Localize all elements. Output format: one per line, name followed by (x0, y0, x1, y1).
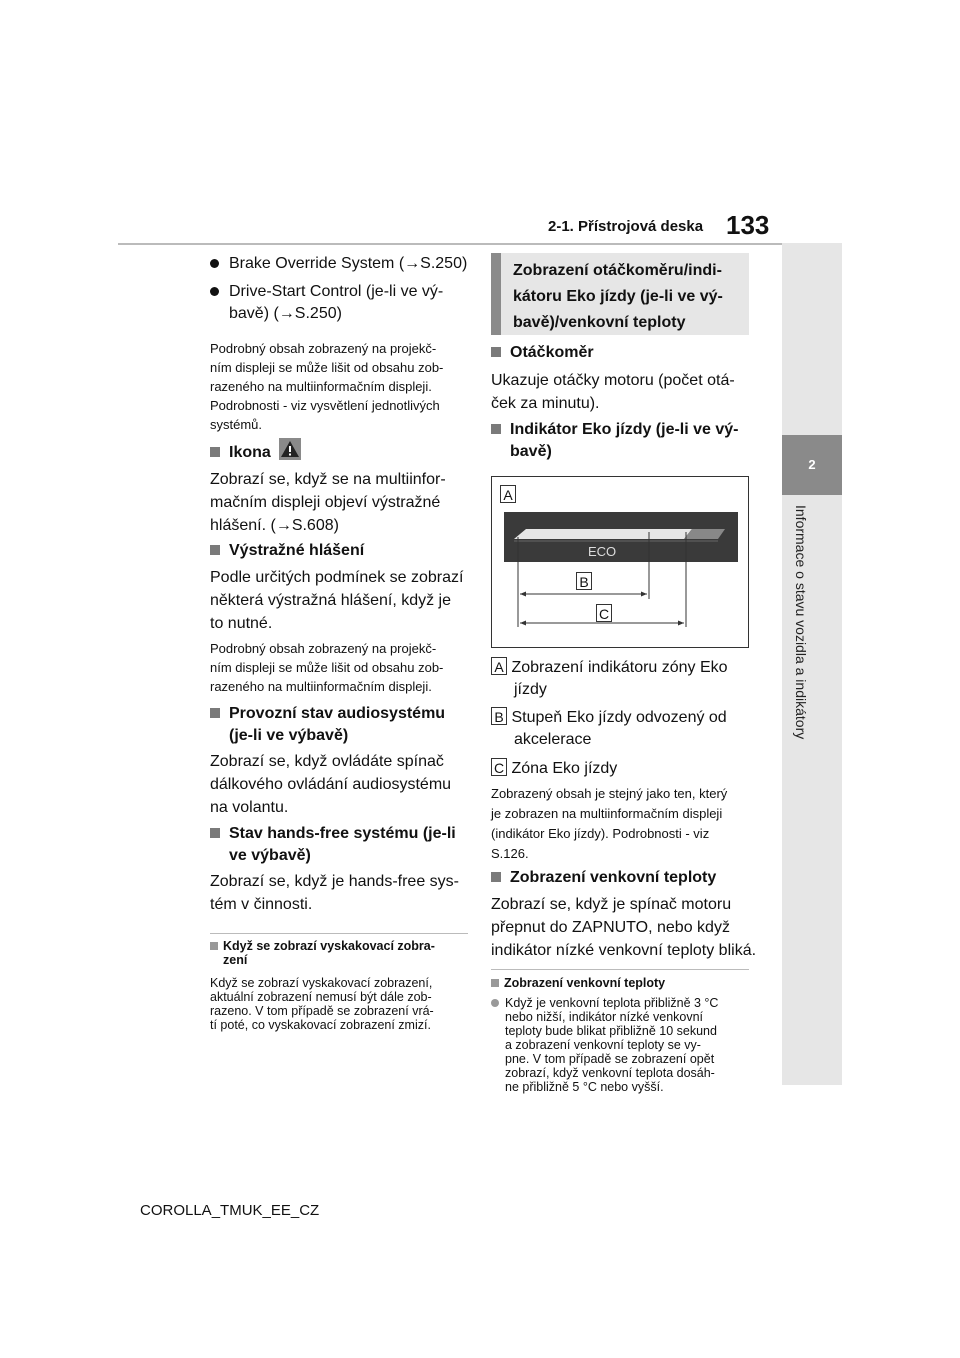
outside-temperature-text: Zobrazí se, když je spínač motoru přepnut do ZAPNUTO, nebo když indikátor nízké venkovní teploty bliká. (491, 896, 757, 959)
audio-text: Zobrazí se, když ovládáte spínač dálkového ovládání audiosystému na volantu. (210, 753, 452, 816)
side-tab-bottom (782, 495, 842, 1085)
square-bullet-icon (210, 545, 220, 555)
divider (491, 969, 749, 970)
heading-ikona: Ikona (210, 438, 301, 468)
bullet-brake-override: Brake Override System (→S.250) (210, 253, 467, 275)
heading-warning-message: Výstražné hlášení (210, 540, 364, 562)
square-bullet-icon (491, 347, 501, 357)
heading-audio: Provozní stav audiosystému (je-li ve výbavě) (210, 703, 445, 747)
hands-free-text: Zobrazí se, když je hands-free sys- tém v činnosti. (210, 873, 459, 913)
bullet-drive-start: Drive-Start Control (je-li ve vý- bavě) (→S.250) (210, 281, 443, 325)
bullet-icon (210, 287, 219, 296)
note-projection-1: Podrobný obsah zobrazený na projekč- ním displeji se může lišit od obsahu zob- razeného na multiinformačním displeji. Podrobnosti - viz vysvětlení jednotlivých systémů. (210, 341, 444, 432)
divider (210, 933, 468, 934)
heading-temp-note: Zobrazení venkovní teploty (491, 976, 665, 990)
heading-hands-free: Stav hands-free systému (je-li ve výbavě) (210, 823, 456, 867)
callout-b: B (576, 572, 592, 590)
side-tab-top (782, 243, 842, 435)
legend-item-c: C Zóna Eko jízdy (491, 758, 617, 780)
heading-eco-indicator: Indikátor Eko jízdy (je-li ve vý- bavě) (491, 419, 739, 463)
page-number: 133 (726, 210, 770, 240)
tachometer-text: Ukazuje otáčky motoru (počet otá- ček za minutu). (491, 372, 735, 412)
callout-c: C (596, 604, 612, 622)
legend-key-a: A (491, 657, 507, 675)
eco-note: Zobrazený obsah je stejný jako ten, který je zobrazen na multiinformačním displeji (indikátor Eko jízdy). Podrobnosti - viz S.126. (491, 786, 728, 861)
note-projection-2: Podrobný obsah zobrazený na projekč- ním displeji se může lišit od obsahu zob- razeného na multiinformačním displeji. (210, 641, 444, 694)
legend-item-a: A Zobrazení indikátoru zóny Eko jízdy (491, 657, 728, 701)
chapter-number: 2 (782, 435, 842, 495)
square-bullet-icon (491, 424, 501, 434)
heading-outside-temperature: Zobrazení venkovní teploty (491, 867, 716, 889)
eco-indicator-figure (491, 476, 749, 648)
popup-text: Když se zobrazí vyskakovací zobrazení, aktuální zobrazení nemusí být dále zob- razeno. V tom případě se zobrazení vrá- tí poté, co vyskakovací zobrazení zmizí. (210, 976, 434, 1032)
square-bullet-icon (210, 447, 220, 457)
legend-item-b: B Stupeň Eko jízdy odvozený od akcelerace (491, 707, 727, 751)
square-bullet-icon (210, 942, 218, 950)
legend-key-b: B (491, 707, 507, 725)
warning-triangle-icon (279, 438, 301, 468)
square-bullet-icon (491, 979, 499, 987)
section-title: 2-1. Přístrojová deska (548, 218, 704, 235)
document-code: COROLLA_TMUK_EE_CZ (140, 1202, 320, 1219)
callout-a: A (500, 485, 516, 503)
ikona-text: Zobrazí se, když se na multiinfor- mačním displeji objeví výstražné hlášení. (→S.608) (210, 471, 446, 534)
square-bullet-icon (210, 828, 220, 838)
heading-popup: Když se zobrazí vyskakovací zobra- zení (210, 939, 435, 967)
warning-message-text: Podle určitých podmínek se zobrazí některá výstražná hlášení, když je to nutné. (210, 569, 464, 632)
chapter-title: Informace o stavu vozidla a indikátory (793, 505, 809, 740)
square-bullet-icon (210, 708, 220, 718)
legend-key-c: C (491, 758, 507, 776)
header-rule (118, 243, 842, 245)
heading-tachometer: Otáčkoměr (491, 342, 594, 364)
eco-indicator-illustration (492, 477, 748, 647)
section-heading-box: Zobrazení otáčkoměru/indi- kátoru Eko jízdy (je-li ve vý- bavě)/venkovní teploty (491, 253, 749, 335)
round-bullet-icon (491, 999, 499, 1007)
eco-display-label: ECO (588, 544, 617, 559)
bullet-icon (210, 259, 219, 268)
temp-note-text: Když je venkovní teplota přibližně 3 °C nebo nižší, indikátor nízké venkovní teploty bude blikat přibližně 10 sekund a zobrazení venkovní teploty se vy- pne. V tom případě se zobrazení opět zobrazí, když venkovní teplota dosáh- ne přibližně 5 °C nebo vyšší. (491, 996, 718, 1094)
square-bullet-icon (491, 872, 501, 882)
